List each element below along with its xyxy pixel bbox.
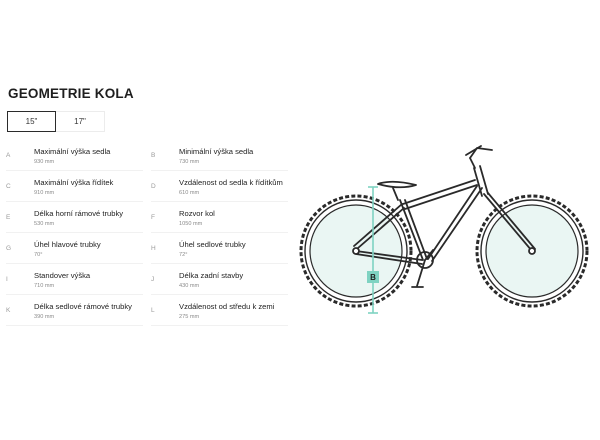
size-selector [7, 111, 105, 132]
geometry-label: Úhel sedlové trubky [179, 240, 246, 249]
geometry-letter: J [151, 276, 155, 283]
geometry-letter: B [151, 152, 156, 159]
row-divider [6, 325, 143, 326]
geometry-value: 710 mm [34, 283, 55, 289]
geometry-letter: L [151, 307, 155, 314]
geometry-label: Minimální výška sedla [179, 147, 254, 156]
geometry-letter: C [6, 183, 11, 190]
row-divider [151, 232, 288, 233]
row-divider [151, 294, 288, 295]
geometry-letter: D [151, 183, 156, 190]
size-tab-15[interactable]: 15" [7, 111, 56, 132]
geometry-value: 730 mm [179, 159, 200, 165]
size-tab-17[interactable]: 17" [56, 111, 105, 132]
geometry-value: 910 mm [34, 190, 55, 196]
geometry-value: 70° [34, 252, 43, 258]
geometry-letter: E [6, 214, 11, 221]
geometry-label: Standover výška [34, 271, 91, 280]
dimension-b-label: B [370, 273, 376, 282]
geometry-value: 430 mm [179, 283, 200, 289]
geometry-letter: G [6, 245, 12, 252]
geometry-letter: I [6, 276, 8, 283]
geometry-value: 1050 mm [179, 221, 203, 227]
row-divider [151, 201, 288, 202]
geometry-value: 275 mm [179, 314, 200, 320]
page-title: GEOMETRIE KOLA [8, 86, 134, 101]
bike-geometry-diagram [292, 138, 592, 323]
row-divider [151, 170, 288, 171]
geometry-letter: A [6, 152, 11, 159]
geometry-value: 610 mm [179, 190, 200, 196]
geometry-label: Vzdálenost od středu k zemi [179, 302, 275, 311]
geometry-letter: H [151, 245, 156, 252]
geometry-letter: K [6, 307, 11, 314]
geometry-value: 72° [179, 252, 188, 258]
geometry-value: 930 mm [34, 159, 55, 165]
geometry-label: Vzdálenost od sedla k řídítkům [179, 178, 283, 187]
geometry-label: Maximální výška sedla [34, 147, 111, 156]
geometry-letter: F [151, 214, 155, 221]
row-divider [151, 325, 288, 326]
row-divider [6, 201, 143, 202]
row-divider [6, 263, 143, 264]
row-divider [6, 294, 143, 295]
geometry-label: Rozvor kol [179, 209, 215, 218]
row-divider [151, 263, 288, 264]
row-divider [6, 232, 143, 233]
geometry-value: 530 mm [34, 221, 55, 227]
row-divider [6, 170, 143, 171]
geometry-value: 390 mm [34, 314, 55, 320]
geometry-label: Maximální výška řídítek [34, 178, 114, 187]
geometry-label: Délka sedlové rámové trubky [34, 302, 132, 311]
geometry-label: Úhel hlavové trubky [34, 240, 101, 249]
geometry-label: Délka zadní stavby [179, 271, 244, 280]
geometry-label: Délka horní rámové trubky [34, 209, 124, 218]
